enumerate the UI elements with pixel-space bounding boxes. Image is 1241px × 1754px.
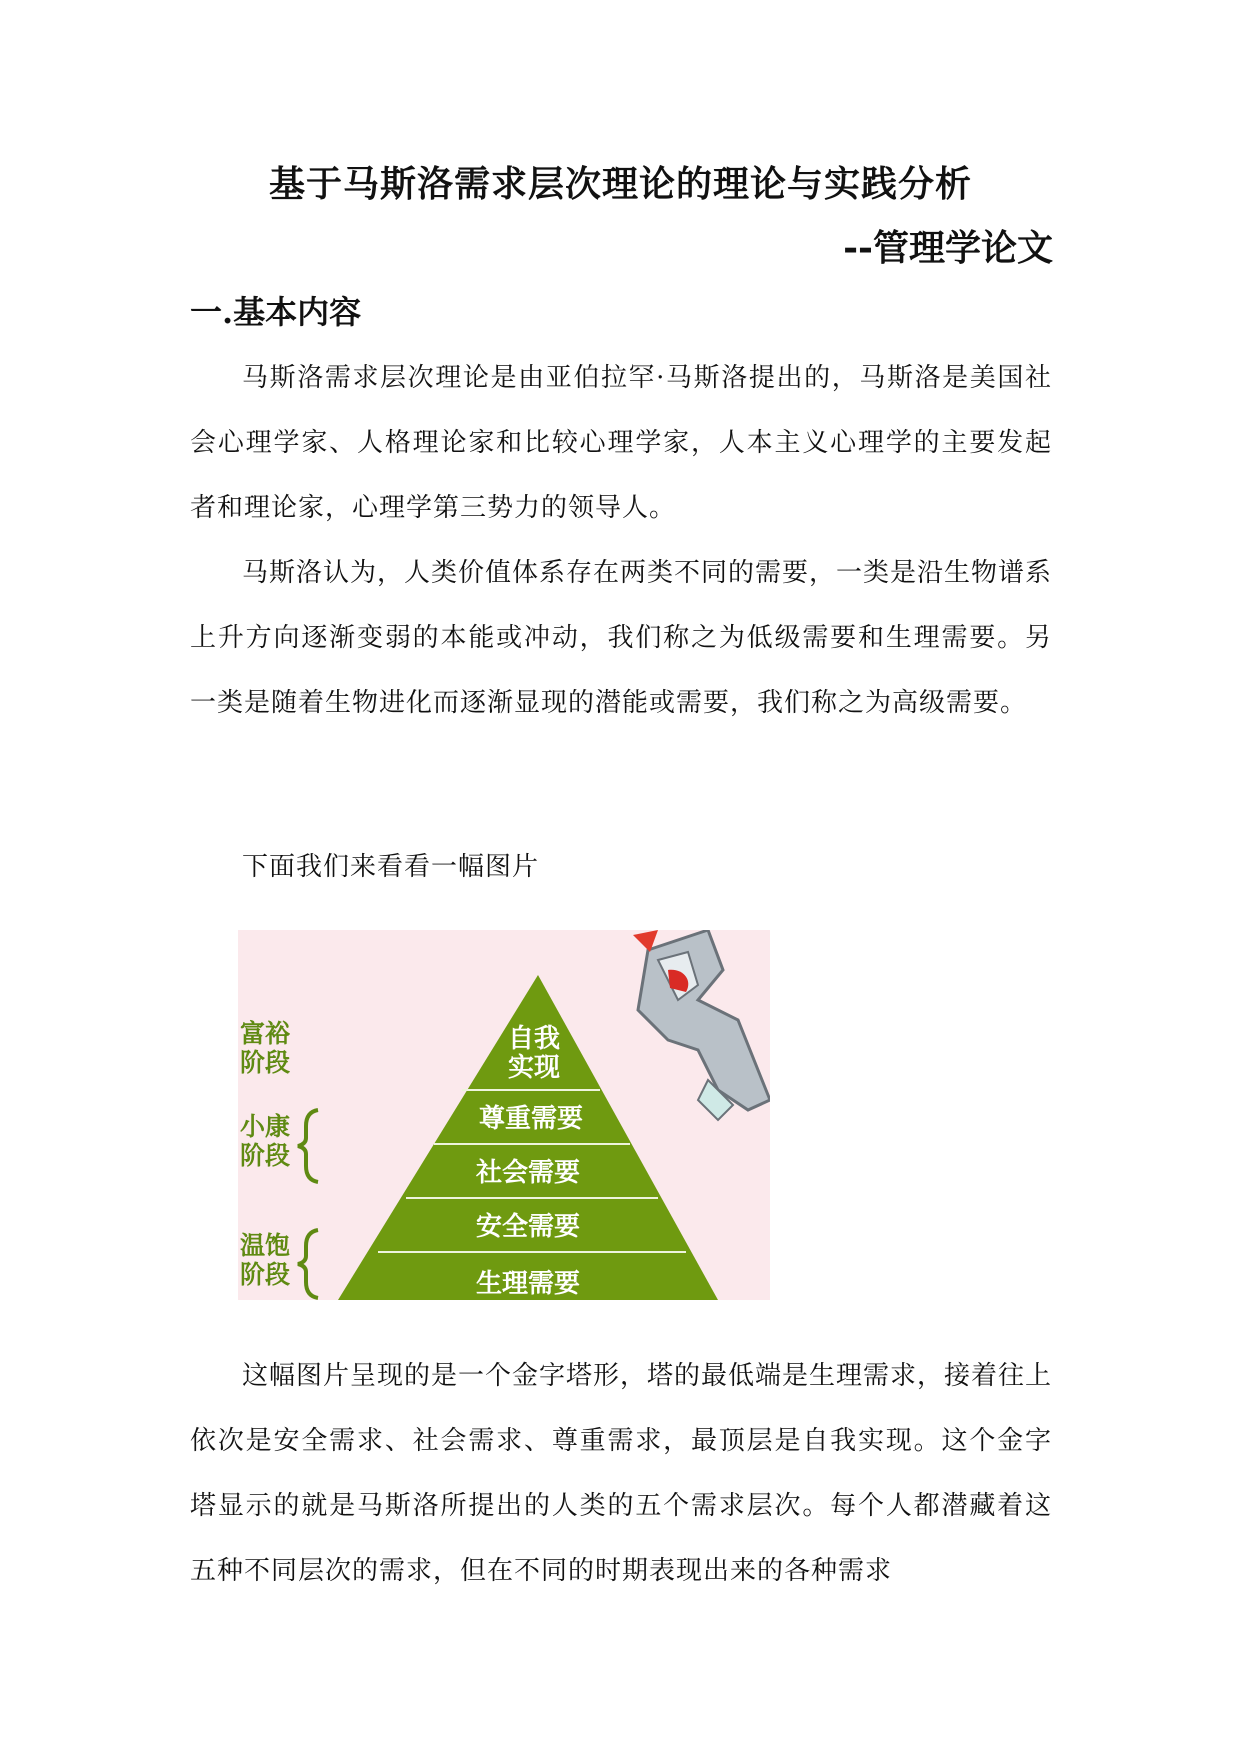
section-heading: 一.基本内容 (190, 293, 362, 331)
document-title: 基于马斯洛需求层次理论的理论与实践分析 (268, 163, 972, 205)
paragraph-needs: 马斯洛认为，人类价值体系存在两类不同的需要，一类是沿生物谱系上升方向逐渐变弱的本能或冲动，我们称之为低级需要和生理需要。另一类是随着生物进化而逐渐显现的潜能或需要，我们称之为高级需要。 (190, 558, 1053, 718)
stage-wealthy-line1: 富裕 (240, 1019, 291, 1048)
paragraph-figure-lead: 下面我们来看看一幅图片 (242, 852, 540, 882)
level-esteem: 尊重需要 (478, 1104, 584, 1134)
stage-moderate-brace (298, 1110, 318, 1182)
stage-labels (240, 1019, 318, 1298)
paragraph-figure-explanation: 这幅图片呈现的是一个金字塔形，塔的最低端是生理需求，接着往上依次是安全需求、社会需求、尊重需求，最顶层是自我实现。这个金字塔显示的就是马斯洛所提出的人类的五个需求层次。每个人都潜藏着这五种不同层次的需求，但在不同的时期表现出来的各种需求 (190, 1361, 1053, 1586)
level-physiological: 生理需要 (475, 1269, 581, 1299)
level-self-actualization-line1: 自我 (507, 1024, 561, 1054)
document-subtitle: --管理学论文 (843, 227, 1053, 269)
level-self-actualization-line2: 实现 (507, 1053, 561, 1083)
stage-subsistence-brace (298, 1230, 318, 1298)
stage-subsistence-line2: 阶段 (240, 1260, 291, 1289)
level-social: 社会需要 (475, 1158, 581, 1188)
stage-wealthy-line2: 阶段 (240, 1048, 291, 1077)
maslow-pyramid-svg (238, 930, 770, 1300)
stage-moderate-line1: 小康 (240, 1112, 291, 1141)
stage-subsistence-line1: 温饱 (240, 1231, 291, 1260)
paragraph-intro: 马斯洛需求层次理论是由亚伯拉罕·马斯洛提出的，马斯洛是美国社会心理学家、人格理论家和比较心理学家，人本主义心理学的主要发起者和理论家，心理学第三势力的领导人。 (190, 363, 1052, 523)
maslow-pyramid-figure (238, 930, 770, 1300)
level-safety: 安全需要 (475, 1212, 581, 1242)
stage-moderate-line2: 阶段 (240, 1141, 291, 1170)
climber-illustration (633, 930, 770, 1120)
